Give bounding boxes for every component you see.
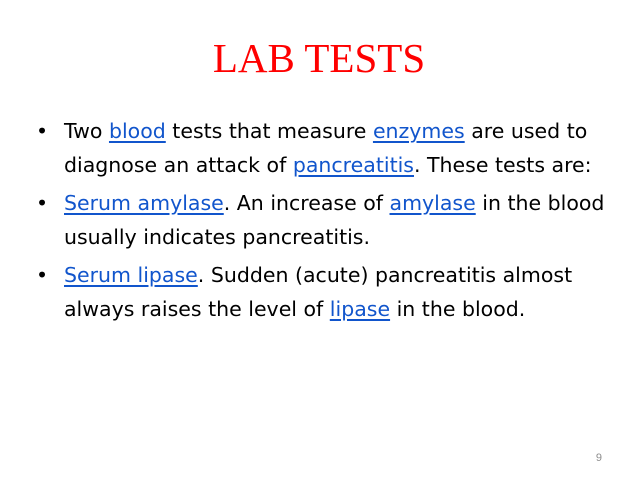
link-lipase[interactable]: lipase bbox=[329, 297, 391, 321]
bullet-list bbox=[36, 114, 606, 330]
bullet-text-segment: in the blood. bbox=[390, 297, 526, 321]
bullet-item-3 bbox=[36, 258, 606, 326]
slide-title: LAB TESTS bbox=[212, 35, 426, 81]
page-number: 9 bbox=[595, 452, 602, 464]
bullet-text-segment: . Sudden (acute) pancreatitis almost always raises the level of bbox=[64, 263, 573, 321]
bullet-text-segment: tests that measure bbox=[165, 119, 373, 143]
bullet-text-segment: . These tests are: bbox=[413, 153, 592, 177]
bullet-icon: • bbox=[36, 119, 49, 143]
link-serum-lipase[interactable]: Serum lipase bbox=[64, 263, 198, 287]
bullet-text-segment: Two bbox=[64, 119, 109, 143]
link-amylase[interactable]: amylase bbox=[389, 191, 476, 215]
bullet-text-segment: . An increase of bbox=[223, 191, 390, 215]
link-pancreatitis[interactable]: pancreatitis bbox=[292, 153, 414, 177]
bullet-item-1 bbox=[36, 114, 606, 182]
link-serum-amylase[interactable]: Serum amylase bbox=[64, 191, 224, 215]
link-blood[interactable]: blood bbox=[108, 119, 166, 143]
bullet-item-2 bbox=[36, 186, 606, 254]
bullet-icon: • bbox=[36, 263, 49, 287]
bullet-text-segment: in the blood usually indicates pancreatitis. bbox=[64, 191, 605, 249]
bullet-icon: • bbox=[36, 191, 49, 215]
bullet-text-segment: are used to diagnose an attack of bbox=[64, 119, 588, 177]
link-enzymes[interactable]: enzymes bbox=[372, 119, 465, 143]
